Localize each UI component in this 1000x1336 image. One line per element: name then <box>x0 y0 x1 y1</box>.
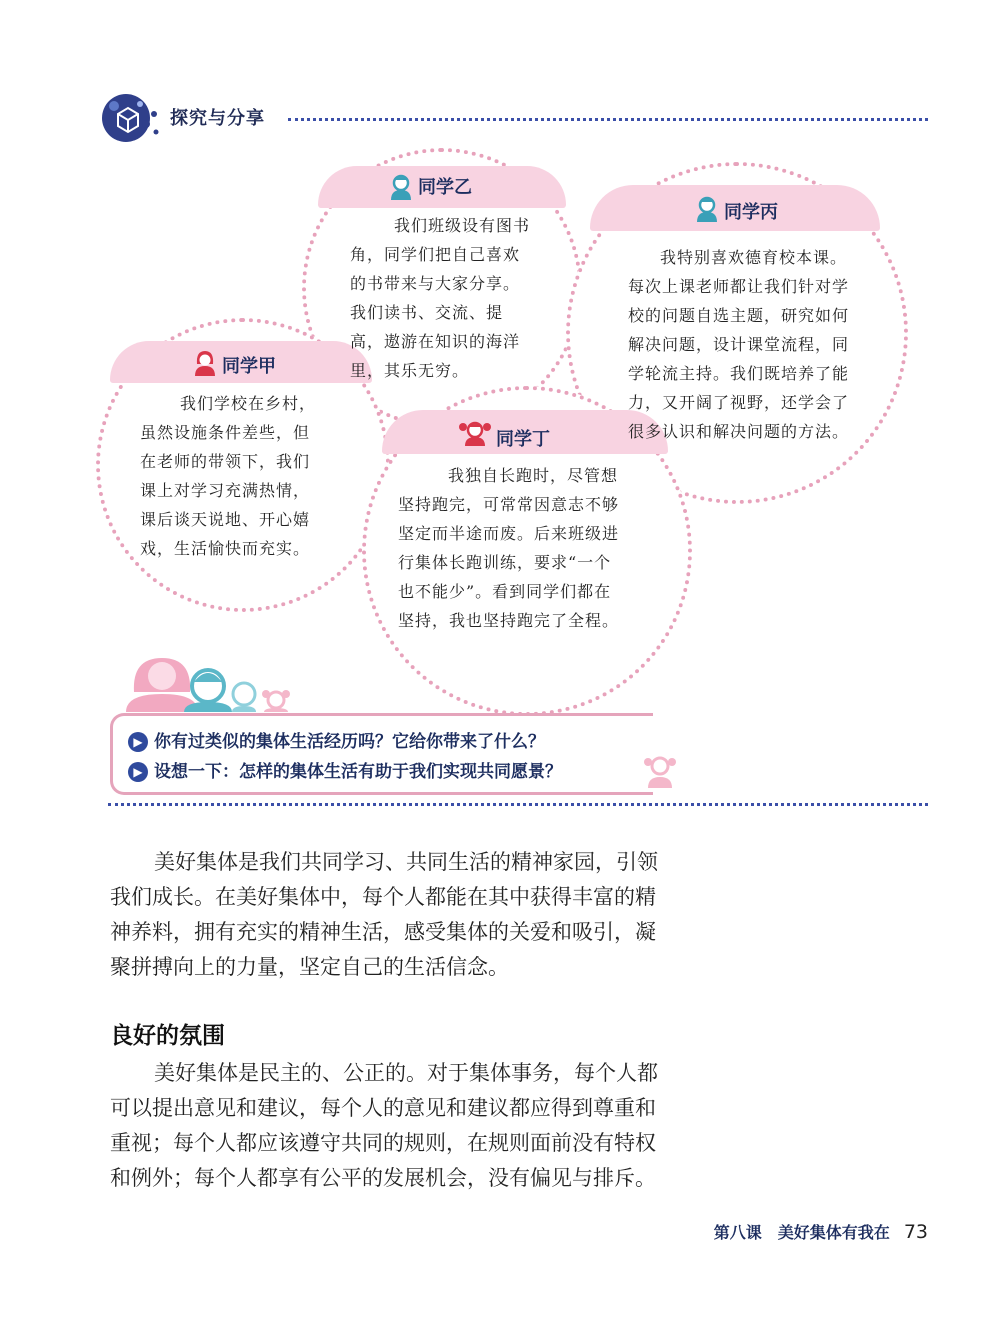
line: 校的问题自选主题，研究如何 <box>628 306 850 325</box>
line: 里，其乐无穷。 <box>350 361 470 380</box>
line: 解决问题，设计课堂流程，同 <box>628 335 850 354</box>
dotted-divider <box>108 803 928 806</box>
line: 戏，生活愉快而充实。 <box>140 539 311 558</box>
bubble-bing-text <box>628 243 849 446</box>
intro-paragraph <box>110 845 730 985</box>
line: 我们读书、交流、提 <box>350 303 504 322</box>
family-icon <box>120 650 300 712</box>
molecule-icon <box>100 92 162 144</box>
question-1 <box>128 727 545 752</box>
question-1-text: 你有过类似的集体生活经历吗？它给你带来了什么？ <box>154 732 545 752</box>
line: 美好集体是我们共同学习、共同生活的精神家园，引领 <box>154 850 658 874</box>
bubble-jia-name: 同学甲 <box>222 356 276 377</box>
subsection-paragraph <box>110 1056 730 1196</box>
line: 在老师的带领下，我们 <box>140 452 311 471</box>
girl-pigtails-icon <box>640 752 680 788</box>
line: 也不能少”。看到同学们都在 <box>398 582 612 601</box>
question-2 <box>128 757 562 782</box>
line: 课上对学习充满热情， <box>140 481 311 500</box>
line: 我独自长跑时，尽管想 <box>448 466 619 485</box>
bubble-yi-text <box>350 211 530 385</box>
line: 重视；每个人都应该遵守共同的规则，在规则面前没有特权 <box>110 1131 656 1155</box>
dotted-divider <box>288 118 928 121</box>
line: 角，同学们把自己喜欢 <box>350 245 521 264</box>
section-title: 探究与分享 <box>170 108 265 129</box>
line: 坚定而半途而废。后来班级进 <box>398 524 620 543</box>
bubble-bing-name: 同学丙 <box>724 202 778 223</box>
line: 我们成长。在美好集体中，每个人都能在其中获得丰富的精 <box>110 885 656 909</box>
bubble-ding-text <box>398 461 619 635</box>
line: 很多认识和解决问题的方法。 <box>628 422 850 441</box>
subsection-heading: 良好的氛围 <box>110 1023 225 1049</box>
lesson-title: 第八课 美好集体有我在 <box>713 1223 890 1242</box>
line: 可以提出意见和建议，每个人的意见和建议都应得到尊重和 <box>110 1096 656 1120</box>
line: 的书带来与大家分享。 <box>350 274 521 293</box>
line: 我特别喜欢德育校本课。 <box>660 248 848 267</box>
boy-icon <box>694 196 720 222</box>
girl-pigtails-icon <box>458 420 492 446</box>
line: 神养料，拥有充实的精神生活，感受集体的关爱和吸引，凝 <box>110 920 656 944</box>
line: 美好集体是民主的、公正的。对于集体事务，每个人都 <box>154 1061 658 1085</box>
line: 高，遨游在知识的海洋 <box>350 332 521 351</box>
arrow-right-icon: ▶ <box>128 762 148 782</box>
line: 坚持，我也坚持跑完了全程。 <box>398 611 620 630</box>
line: 坚持跑完，可常常因意志不够 <box>398 495 620 514</box>
line: 力，又开阔了视野，还学会了 <box>628 393 850 412</box>
girl-icon <box>192 350 218 376</box>
line: 行集体长跑训练，要求“一个 <box>398 553 612 572</box>
boy-icon <box>388 174 414 200</box>
line: 我们学校在乡村， <box>180 394 317 413</box>
line: 聚拼搏向上的力量，坚定自己的生活信念。 <box>110 955 509 979</box>
line: 课后谈天说地、开心嬉 <box>140 510 311 529</box>
page-number: 73 <box>903 1221 928 1243</box>
line: 我们班级设有图书 <box>394 216 531 235</box>
arrow-right-icon: ▶ <box>128 732 148 752</box>
line: 每次上课老师都让我们针对学 <box>628 277 850 296</box>
page-footer <box>714 1220 928 1243</box>
bubble-ding-name: 同学丁 <box>496 429 550 450</box>
line: 学轮流主持。我们既培养了能 <box>628 364 850 383</box>
question-2-text: 设想一下：怎样的集体生活有助于我们实现共同愿景？ <box>154 762 562 782</box>
question-box <box>110 713 653 795</box>
line: 和例外；每个人都享有公平的发展机会，没有偏见与排斥。 <box>110 1166 656 1190</box>
line: 虽然设施条件差些，但 <box>140 423 311 442</box>
bubble-yi-name: 同学乙 <box>418 177 472 198</box>
bubble-jia-text <box>140 389 316 563</box>
